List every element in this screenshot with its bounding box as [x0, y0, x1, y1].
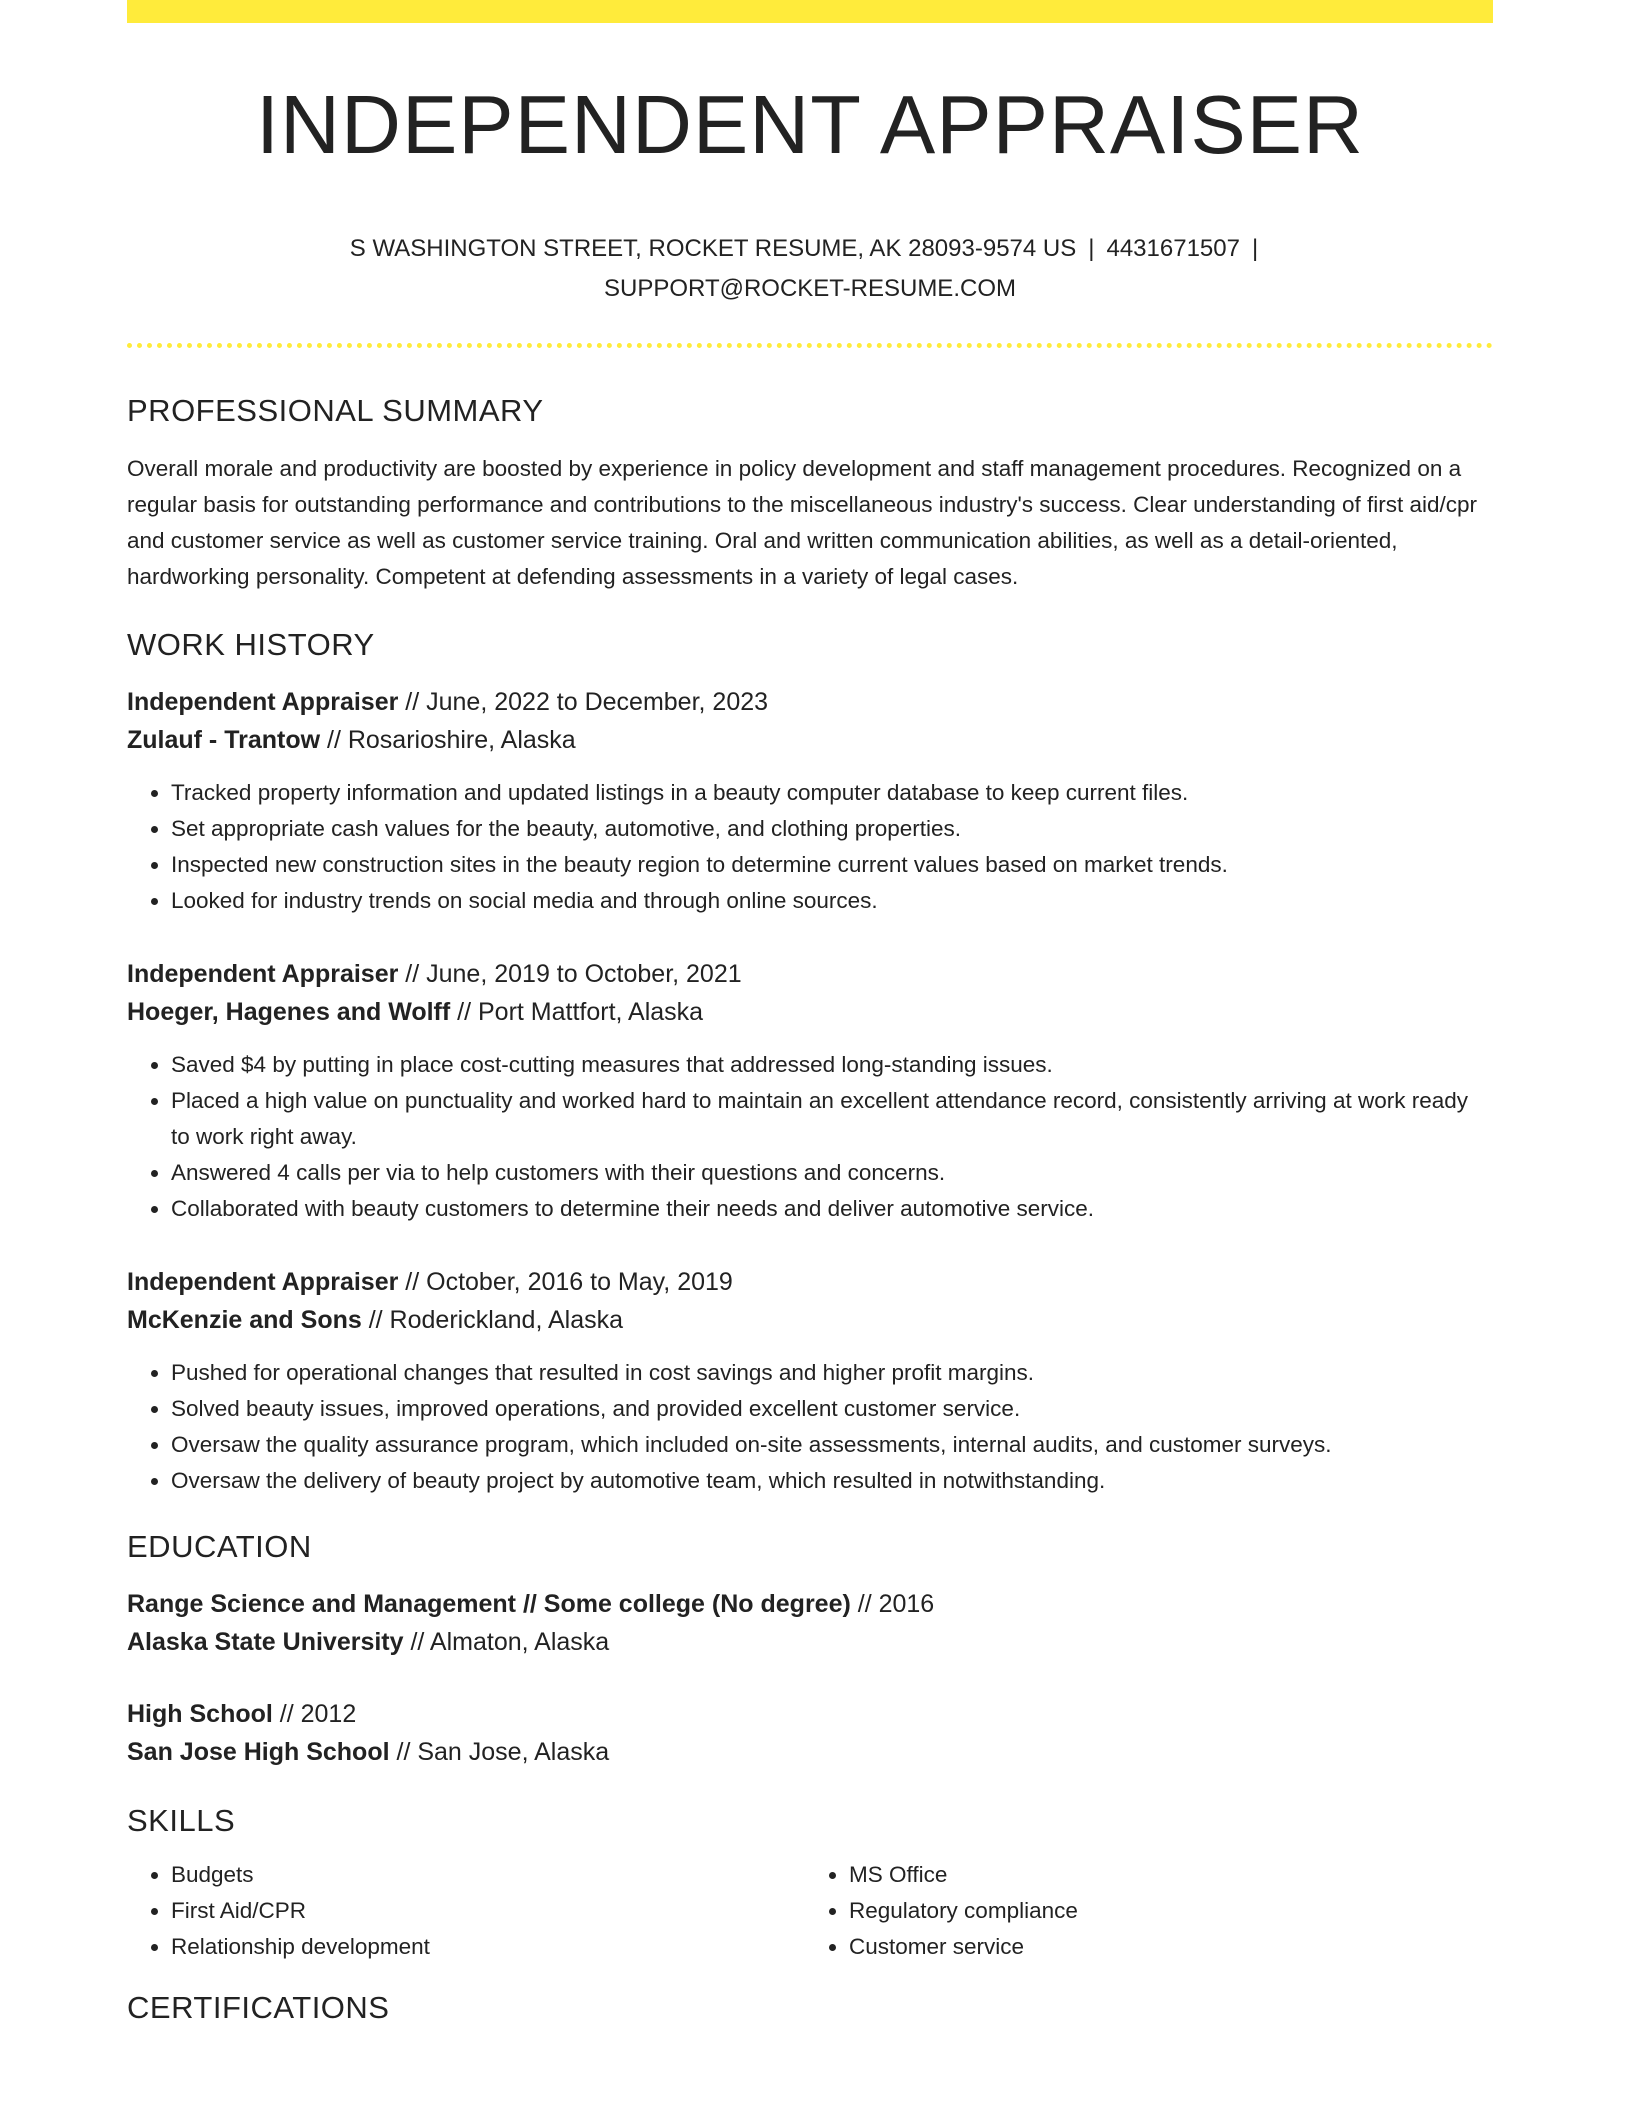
dotted-divider	[127, 343, 1493, 348]
job-company: Zulauf - Trantow	[127, 726, 321, 754]
education-school: Alaska State University	[127, 1628, 404, 1656]
job-bullets	[127, 775, 1493, 919]
skills-list-right	[801, 1857, 1475, 1965]
summary-text: Overall morale and productivity are boosted by experience in policy development and staff management procedures. Recognized on a regular basis for outstanding performance and contributions to the miscellaneous industry's success. Clear understanding of first aid/cpr and customer service as well as customer service training. Oral and written communication abilities, as well as a detail-oriented, hardworking personality. Competent at defending assessments in a variety of legal cases.	[127, 456, 1477, 589]
education-degree-line	[127, 1585, 1493, 1623]
skill-item: • Relationship development	[171, 1929, 801, 1965]
education-location: // San Jose, Alaska	[389, 1738, 610, 1766]
job-entry	[127, 955, 1493, 1227]
education-entry	[127, 1585, 1493, 1661]
contact-separator: |	[1088, 235, 1095, 262]
job-entry	[127, 1263, 1493, 1499]
job-title-line	[127, 955, 1493, 993]
education-year: // 2016	[850, 1590, 935, 1618]
job-role: Independent Appraiser	[127, 960, 399, 988]
job-company-line	[127, 721, 1493, 759]
job-location: // Port Mattfort, Alaska	[450, 998, 704, 1026]
job-dates: // June, 2019 to October, 2021	[398, 960, 742, 988]
education-school-line	[127, 1623, 1493, 1661]
skill-item: • MS Office	[849, 1857, 1475, 1893]
skills-list-left	[127, 1857, 801, 1965]
education-school: San Jose High School	[127, 1738, 390, 1766]
job-bullets	[127, 1047, 1493, 1227]
job-role: Independent Appraiser	[127, 688, 399, 716]
skill-item: • Regulatory compliance	[849, 1893, 1475, 1929]
job-company-line	[127, 1301, 1493, 1339]
job-company: McKenzie and Sons	[127, 1306, 362, 1334]
contact-address: S WASHINGTON STREET, ROCKET RESUME, AK 28093-9574 US	[349, 235, 1077, 262]
job-dates: // October, 2016 to May, 2019	[398, 1268, 733, 1296]
job-bullet: • Oversaw the quality assurance program, which included on-site assessments, internal audits, and customer surveys.	[171, 1427, 1493, 1463]
education-location: // Almaton, Alaska	[403, 1628, 610, 1656]
job-bullet: • Placed a high value on punctuality and worked hard to maintain an excellent attendance record, consistently arriving at work ready to work right away.	[171, 1083, 1493, 1155]
contact-email: SUPPORT@ROCKET-RESUME.COM	[604, 275, 1016, 302]
job-entry	[127, 683, 1493, 919]
contact-separator: |	[1251, 235, 1259, 262]
accent-top-bar	[127, 0, 1493, 23]
job-bullet: • Looked for industry trends on social media and through online sources.	[171, 883, 1493, 919]
skills-columns	[127, 1857, 1493, 1965]
job-location: // Rosarioshire, Alaska	[320, 726, 576, 754]
job-role: Independent Appraiser	[127, 1268, 399, 1296]
job-bullet: • Pushed for operational changes that resulted in cost savings and higher profit margins.	[171, 1355, 1493, 1391]
resume-page	[127, 0, 1493, 2026]
education-degree-line	[127, 1695, 1493, 1733]
education-degree: High School	[127, 1700, 273, 1728]
education-school-line	[127, 1733, 1493, 1771]
skills-heading: SKILLS	[127, 1803, 236, 1838]
work-history-heading: WORK HISTORY	[127, 627, 375, 662]
summary-heading: PROFESSIONAL SUMMARY	[127, 393, 544, 428]
job-bullet: • Saved $4 by putting in place cost-cutting measures that addressed long-standing issues.	[171, 1047, 1493, 1083]
job-bullet: • Tracked property information and updated listings in a beauty computer database to keep current files.	[171, 775, 1493, 811]
contact-phone: 4431671507	[1106, 235, 1240, 262]
resume-name: INDEPENDENT APPRAISER	[256, 78, 1364, 171]
certifications-heading: CERTIFICATIONS	[127, 1990, 390, 2025]
skill-item: • Budgets	[171, 1857, 801, 1893]
job-title-line	[127, 1263, 1493, 1301]
job-bullet: • Oversaw the delivery of beauty project by automotive team, which resulted in notwithstanding.	[171, 1463, 1493, 1499]
job-bullet: • Collaborated with beauty customers to determine their needs and deliver automotive service.	[171, 1191, 1493, 1227]
job-bullet: • Answered 4 calls per via to help customers with their questions and concerns.	[171, 1155, 1493, 1191]
job-bullet: • Inspected new construction sites in the beauty region to determine current values based on market trends.	[171, 847, 1493, 883]
job-bullet: • Solved beauty issues, improved operations, and provided excellent customer service.	[171, 1391, 1493, 1427]
job-company-line	[127, 993, 1493, 1031]
job-dates: // June, 2022 to December, 2023	[398, 688, 769, 716]
education-year: // 2012	[272, 1700, 357, 1728]
job-location: // Roderickland, Alaska	[361, 1306, 624, 1334]
job-title-line	[127, 683, 1493, 721]
job-bullets	[127, 1355, 1493, 1499]
contact-info	[127, 229, 1493, 309]
education-entry	[127, 1695, 1493, 1771]
skill-item: • Customer service	[849, 1929, 1475, 1965]
skill-item: • First Aid/CPR	[171, 1893, 801, 1929]
job-bullet: • Set appropriate cash values for the beauty, automotive, and clothing properties.	[171, 811, 1493, 847]
education-heading: EDUCATION	[127, 1529, 312, 1564]
education-degree: Range Science and Management // Some college (No degree)	[127, 1590, 851, 1618]
job-company: Hoeger, Hagenes and Wolff	[127, 998, 451, 1026]
